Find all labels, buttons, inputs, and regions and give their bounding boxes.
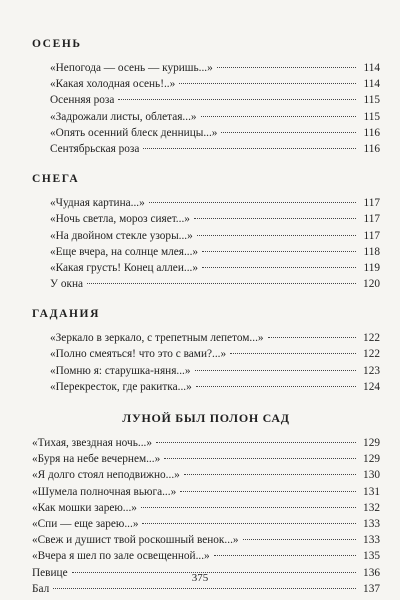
leader-dots <box>184 474 356 475</box>
leader-dots <box>180 491 356 492</box>
entry-title: «Зеркало в зеркало, с трепетным лепетом...» <box>50 332 264 345</box>
leader-dots <box>118 99 356 100</box>
toc-entry <box>32 211 380 227</box>
leader-dots <box>196 386 356 387</box>
entry-title: «Задрожали листы, облетая...» <box>50 110 197 123</box>
leader-dots <box>87 283 356 284</box>
entry-title: «Чудная картина...» <box>50 197 145 210</box>
leader-dots <box>243 539 356 540</box>
toc-entry <box>32 500 380 516</box>
entry-title: «Перекресток, где ракитка...» <box>50 380 192 393</box>
toc-entry <box>32 363 380 379</box>
section-divination <box>32 308 380 395</box>
entry-page-number: 117 <box>363 213 380 226</box>
leader-dots <box>195 370 356 371</box>
entry-title: Сентябрьская роза <box>50 142 140 155</box>
toc-entry <box>32 60 380 76</box>
entry-page-number: 117 <box>363 229 380 242</box>
entry-list <box>32 60 380 157</box>
entry-title: «Вчера я шел по зале освещенной...» <box>32 550 210 563</box>
toc-entry <box>32 76 380 92</box>
entry-page-number: 132 <box>363 501 380 514</box>
entry-page-number: 129 <box>363 453 380 466</box>
leader-dots <box>143 148 356 149</box>
entry-page-number: 136 <box>363 566 380 579</box>
entry-page-number: 114 <box>363 78 380 91</box>
toc-entry <box>32 548 380 564</box>
entry-page-number: 119 <box>363 261 380 274</box>
leader-dots <box>197 235 356 236</box>
leader-dots <box>221 132 356 133</box>
entry-page-number: 117 <box>363 197 380 210</box>
entry-page-number: 131 <box>363 485 380 498</box>
toc-entry <box>32 451 380 467</box>
leader-dots <box>156 442 356 443</box>
table-of-contents <box>32 38 380 600</box>
section-title: ОСЕНЬ <box>32 38 82 50</box>
entry-page-number: 120 <box>363 278 380 291</box>
section-moon-garden <box>32 411 380 597</box>
entry-page-number: 137 <box>363 582 380 595</box>
toc-entry <box>32 92 380 108</box>
leader-dots <box>202 251 356 252</box>
entry-title: «Свеж и душист твой роскошный венок...» <box>32 534 239 547</box>
entry-title: «Еще вчера, на солнце млея...» <box>50 245 199 258</box>
entry-title: «Буря на небе вечернем...» <box>32 453 161 466</box>
entry-page-number: 115 <box>363 110 380 123</box>
entry-title: Осенняя роза <box>50 94 115 107</box>
toc-entry <box>32 260 380 276</box>
leader-dots <box>142 523 356 524</box>
leader-dots <box>217 67 356 68</box>
entry-title: «Полно смеяться! что это с вами?...» <box>50 348 227 361</box>
entry-page-number: 114 <box>363 62 380 74</box>
toc-entry <box>32 467 380 483</box>
leader-dots <box>201 116 356 117</box>
entry-page-number: 122 <box>363 332 380 345</box>
section-snows <box>32 173 380 292</box>
leader-dots <box>141 507 356 508</box>
entry-page-number: 124 <box>363 380 380 393</box>
entry-title: Певице <box>32 566 68 579</box>
entry-title: «Ночь светла, мороз сияет...» <box>50 213 190 226</box>
toc-entry <box>32 346 380 362</box>
leader-dots <box>53 588 356 589</box>
leader-dots <box>268 337 356 338</box>
leader-dots <box>149 202 356 203</box>
toc-entry <box>32 516 380 532</box>
entry-page-number: 116 <box>363 126 380 139</box>
entry-title: «На двойном стекле узоры...» <box>50 229 193 242</box>
entry-title: «Шумела полночная вьюга...» <box>32 485 177 498</box>
entry-title: «Спи — еще зарею...» <box>32 517 139 530</box>
entry-page-number: 135 <box>363 550 380 563</box>
page-number: 375 <box>191 572 209 584</box>
leader-dots <box>194 218 356 219</box>
entry-title: «Помню я: старушка-няня...» <box>50 364 191 377</box>
leader-dots <box>202 267 356 268</box>
entry-list <box>32 195 380 292</box>
entry-page-number: 133 <box>363 534 380 547</box>
leader-dots <box>179 83 356 84</box>
entry-page-number: 133 <box>363 517 380 530</box>
entry-page-number: 123 <box>363 364 380 377</box>
toc-entry <box>32 330 380 346</box>
entry-title: «Какая грусть! Конец аллеи...» <box>50 261 198 274</box>
entry-title: «Какая холодная осень!..» <box>50 78 176 91</box>
entry-page-number: 130 <box>363 469 380 482</box>
entry-title: Бал <box>32 582 50 595</box>
entry-title: У окна <box>50 278 84 291</box>
entry-page-number: 122 <box>363 348 380 361</box>
section-autumn <box>32 38 380 157</box>
entry-list <box>32 330 380 395</box>
entry-title: «Как мошки зарею...» <box>32 501 137 514</box>
section-heading: ЛУНОЙ БЫЛ ПОЛОН САД <box>122 411 290 425</box>
toc-entry <box>32 125 380 141</box>
toc-entry <box>32 532 380 548</box>
entry-title: «Непогода — осень — куришь...» <box>50 62 213 74</box>
toc-entry <box>32 379 380 395</box>
toc-entry <box>32 109 380 125</box>
entry-page-number: 118 <box>363 245 380 258</box>
toc-entry <box>32 195 380 211</box>
entry-page-number: 116 <box>363 142 380 155</box>
toc-entry <box>32 228 380 244</box>
toc-entry <box>32 244 380 260</box>
leader-dots <box>214 555 356 556</box>
toc-entry <box>32 276 380 292</box>
section-title: ГАДАНИЯ <box>32 308 100 321</box>
leader-dots <box>164 458 356 459</box>
leader-dots <box>230 353 356 354</box>
toc-entry <box>32 484 380 500</box>
section-title: СНЕГА <box>32 173 80 186</box>
entry-title: «Опять осенний блеск денницы...» <box>50 126 218 139</box>
entry-title: «Тихая, звездная ночь...» <box>32 437 152 449</box>
toc-entry <box>32 435 380 451</box>
entry-title: «Я долго стоял неподвижно...» <box>32 469 180 482</box>
entry-page-number: 129 <box>363 437 380 449</box>
toc-entry <box>32 141 380 157</box>
entry-page-number: 115 <box>363 94 380 107</box>
